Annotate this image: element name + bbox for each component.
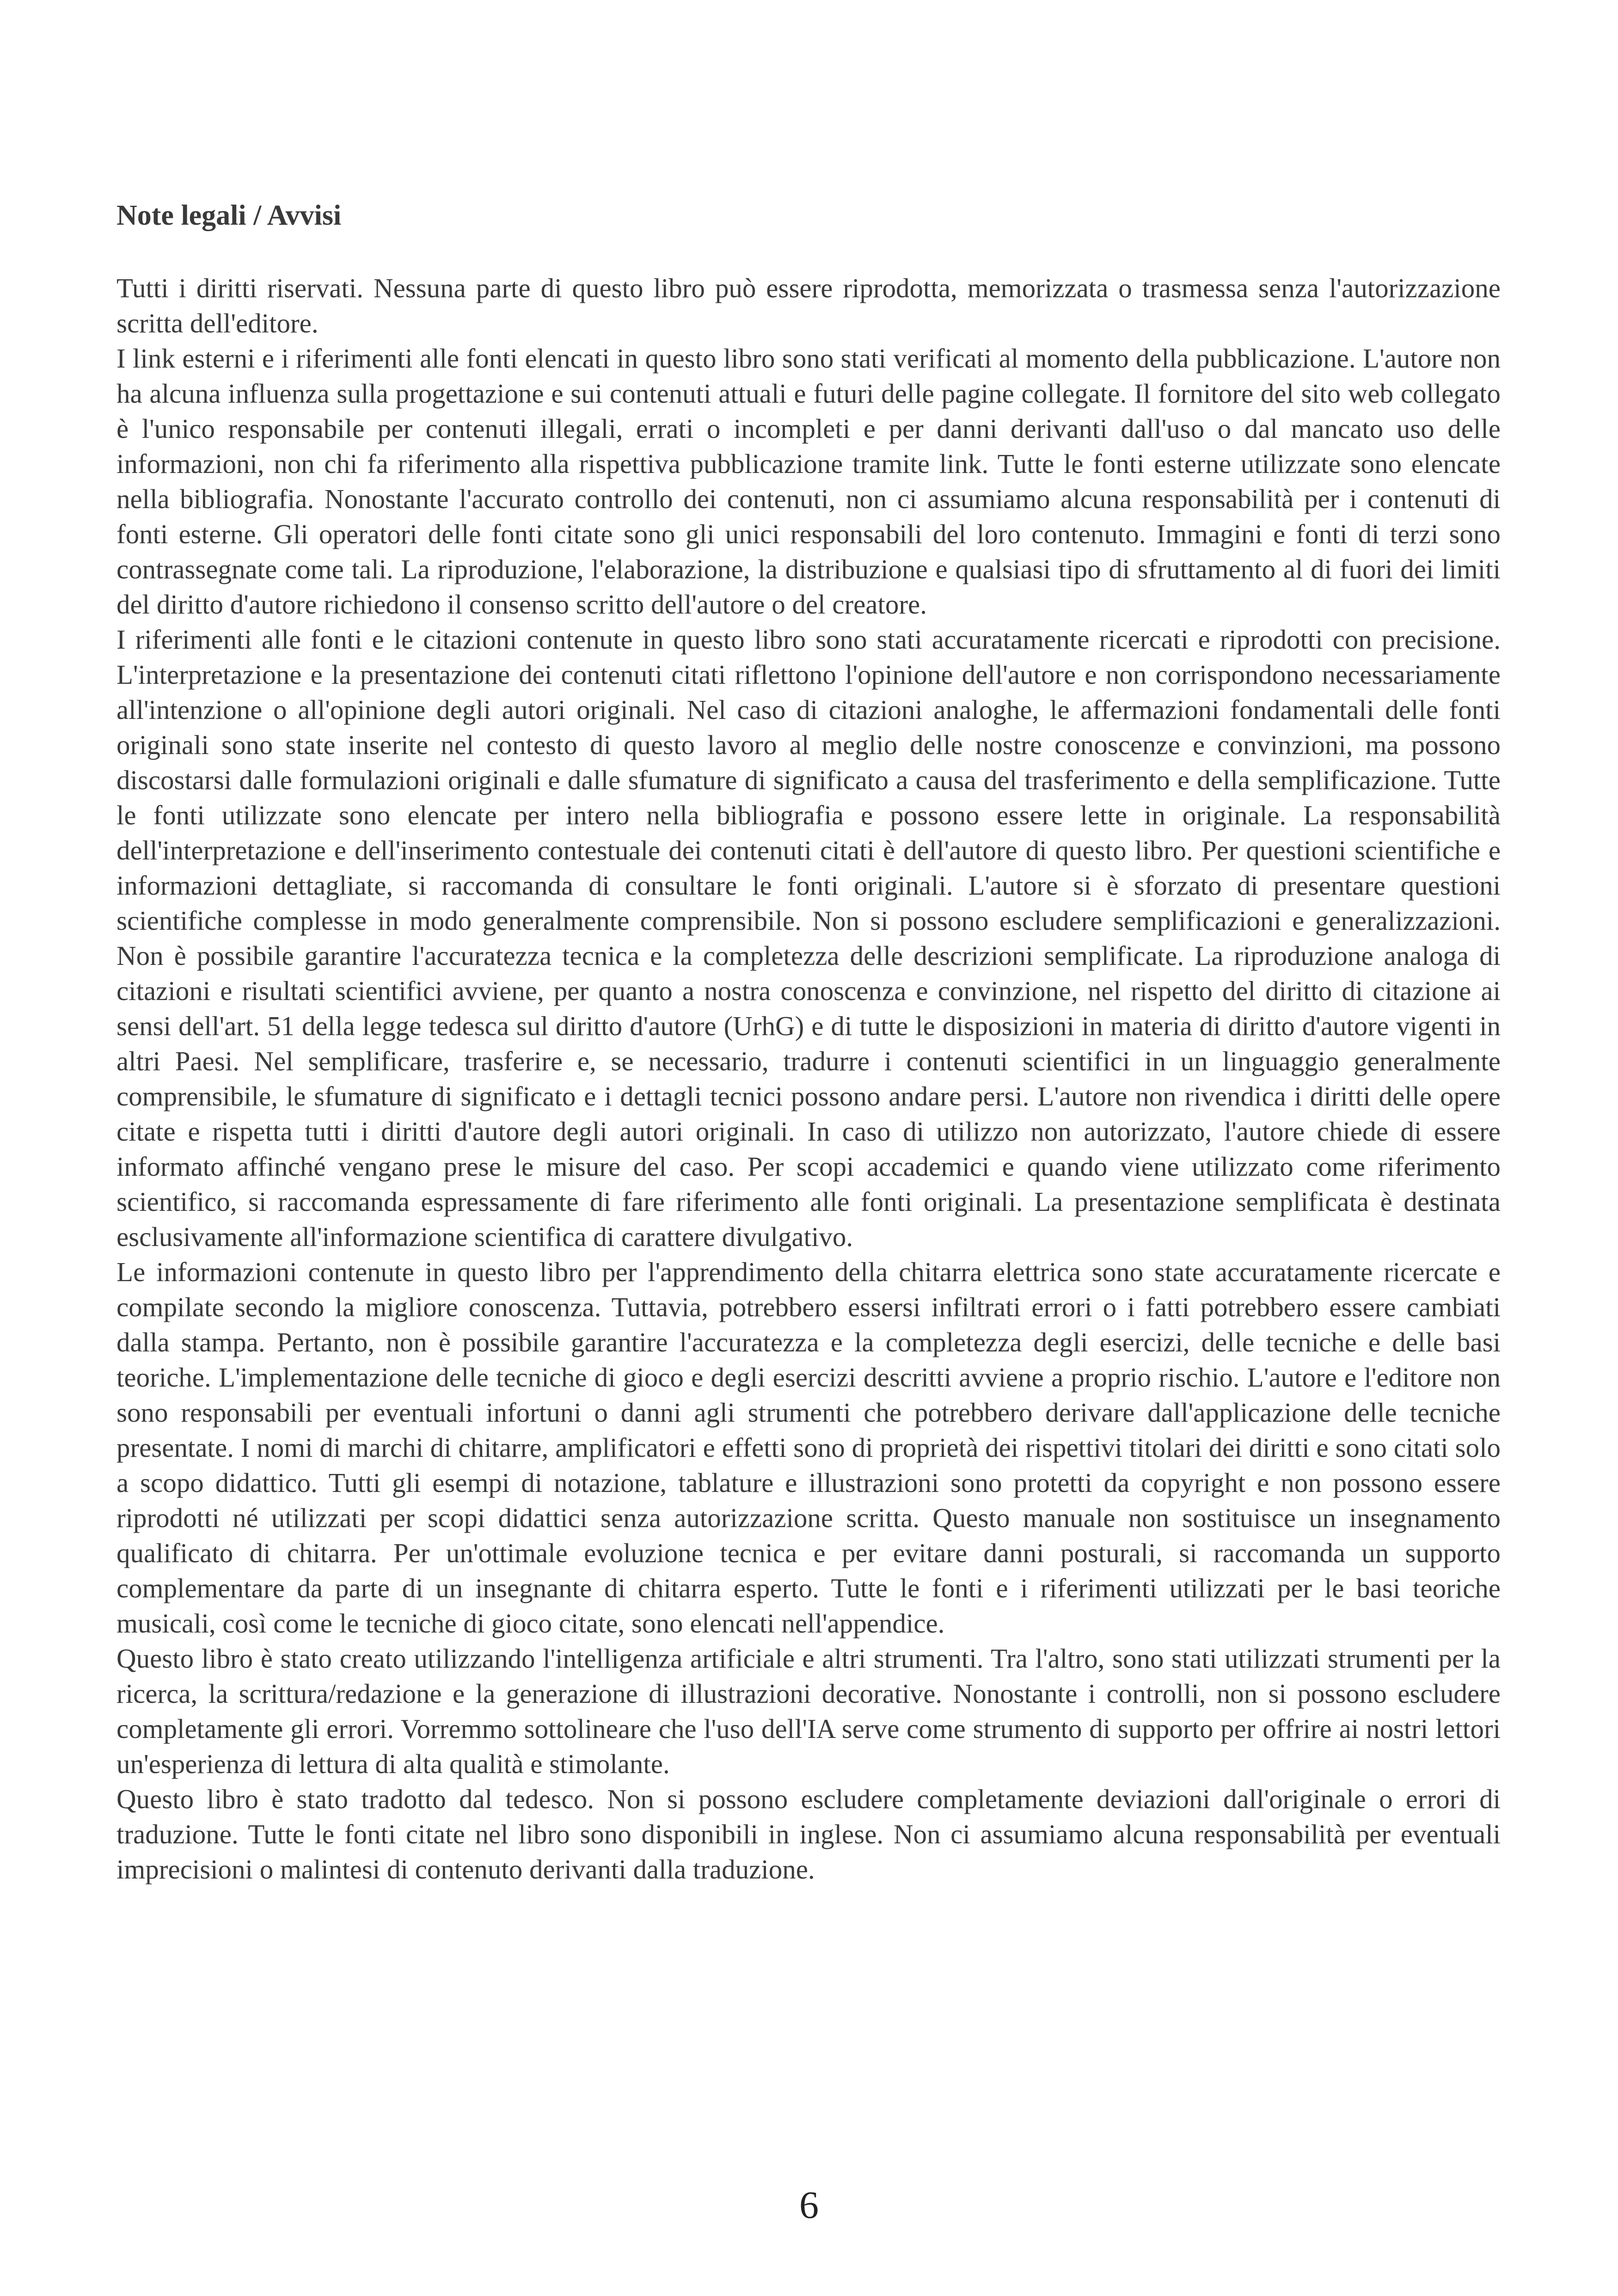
paragraph-translation: Questo libro è stato tradotto dal tedesco. Non si possono escludere completamente deviazioni dall'originale o errori di traduzione. Tutte le fonti citate nel libro sono disponibili in inglese. Non ci assumiamo alcuna responsabilità per eventuali imprecisioni o malintesi di contenuto derivanti dalla traduzione.	[116, 1784, 1501, 1885]
page-number: 6	[799, 2184, 819, 2227]
paragraph-guitar-disclaimer: Le informazioni contenute in questo libro per l'apprendimento della chitarra elettrica sono state accuratamente ricercate e compilate secondo la migliore conoscenza. Tuttavia, potrebbero essersi infiltrati errori o i fatti potrebbero essere cambiati dalla stampa. Pertanto, non è possibile garantire l'accuratezza e la completezza degli esercizi, delle tecniche e delle basi teoriche. L'implementazione delle tecniche di gioco e degli esercizi descritti avviene a proprio rischio. L'autore e l'editore non sono responsabili per eventuali infortuni o danni agli strumenti che potrebbero derivare dall'applicazione delle tecniche presentate. I nomi di marchi di chitarre, amplificatori e effetti sono di proprietà dei rispettivi titolari dei diritti e sono citati solo a scopo didattico. Tutti gli esempi di notazione, tablature e illustrazioni sono protetti da copyright e non possono essere riprodotti né utilizzati per scopi didattici senza autorizzazione scritta. Questo manuale non sostituisce un insegnamento qualificato di chitarra. Per un'ottimale evoluzione tecnica e per evitare danni posturali, si raccomanda un supporto complementare da parte di un insegnante di chitarra esperto. Tutte le fonti e i riferimenti utilizzati per le basi teoriche musicali, così come le tecniche di gioco citate, sono elencati nell'appendice.	[116, 1257, 1501, 1639]
legal-notice-body	[116, 270, 1501, 1887]
paragraph-ai-usage: Questo libro è stato creato utilizzando l'intelligenza artificiale e altri strumenti. Tra l'altro, sono stati utilizzati strumenti per la ricerca, la scrittura/redazione e la generazione di illustrazioni decorative. Nonostante i controlli, non si possono escludere completamente gli errori. Vorremmo sottolineare che l'uso dell'IA serve come strumento di supporto per offrire ai nostri lettori un'esperienza di lettura di alta qualità e stimolante.	[116, 1643, 1501, 1779]
paragraph-citations: I riferimenti alle fonti e le citazioni contenute in questo libro sono stati accuratamente ricercati e riprodotti con precisione. L'interpretazione e la presentazione dei contenuti citati riflettono l'opinione dell'autore e non corrispondono necessariamente all'intenzione o all'opinione degli autori originali. Nel caso di citazioni analoghe, le affermazioni fondamentali delle fonti originali sono state inserite nel contesto di questo lavoro al meglio delle nostre conoscenze e convinzioni, ma possono discostarsi dalle formulazioni originali e dalle sfumature di significato a causa del trasferimento e della semplificazione. Tutte le fonti utilizzate sono elencate per intero nella bibliografia e possono essere lette in originale. La responsabilità dell'interpretazione e dell'inserimento contestuale dei contenuti citati è dell'autore di questo libro. Per questioni scientifiche e informazioni dettagliate, si raccomanda di consultare le fonti originali. L'autore si è sforzato di presentare questioni scientifiche complesse in modo generalmente comprensibile. Non si possono escludere semplificazioni e generalizzazioni. Non è possibile garantire l'accuratezza tecnica e la completezza delle descrizioni semplificate. La riproduzione analoga di citazioni e risultati scientifici avviene, per quanto a nostra conoscenza e convinzione, nel rispetto del diritto di citazione ai sensi dell'art. 51 della legge tedesca sul diritto d'autore (UrhG) e di tutte le disposizioni in materia di diritto d'autore vigenti in altri Paesi. Nel semplificare, trasferire e, se necessario, tradurre i contenuti scientifici in un linguaggio generalmente comprensibile, le sfumature di significato e i dettagli tecnici possono andare persi. L'autore non rivendica i diritti delle opere citate e rispetta tutti i diritti d'autore degli autori originali. In caso di utilizzo non autorizzato, l'autore chiede di essere informato affinché vengano prese le misure del caso. Per scopi accademici e quando viene utilizzato come riferimento scientifico, si raccomanda espressamente di fare riferimento alle fonti originali. La presentazione semplificata è destinata esclusivamente all'informazione scientifica di carattere divulgativo.	[116, 624, 1501, 1252]
page-title: Note legali / Avvisi	[116, 200, 342, 231]
paragraph-rights-reserved: Tutti i diritti riservati. Nessuna parte di questo libro può essere riprodotta, memorizzata o trasmessa senza l'autorizzazione scritta dell'editore.	[116, 273, 1501, 338]
paragraph-external-links: I link esterni e i riferimenti alle fonti elencati in questo libro sono stati verificati al momento della pubblicazione. L'autore non ha alcuna influenza sulla progettazione e sui contenuti attuali e futuri delle pagine collegate. Il fornitore del sito web collegato è l'unico responsabile per contenuti illegali, errati o incompleti e per danni derivanti dall'uso o dal mancato uso delle informazioni, non chi fa riferimento alla rispettiva pubblicazione tramite link. Tutte le fonti esterne utilizzate sono elencate nella bibliografia. Nonostante l'accurato controllo dei contenuti, non ci assumiamo alcuna responsabilità per i contenuti di fonti esterne. Gli operatori delle fonti citate sono gli unici responsabili del loro contenuto. Immagini e fonti di terzi sono contrassegnate come tali. La riproduzione, l'elaborazione, la distribuzione e qualsiasi tipo di sfruttamento al di fuori dei limiti del diritto d'autore richiedono il consenso scritto dell'autore o del creatore.	[116, 343, 1501, 620]
